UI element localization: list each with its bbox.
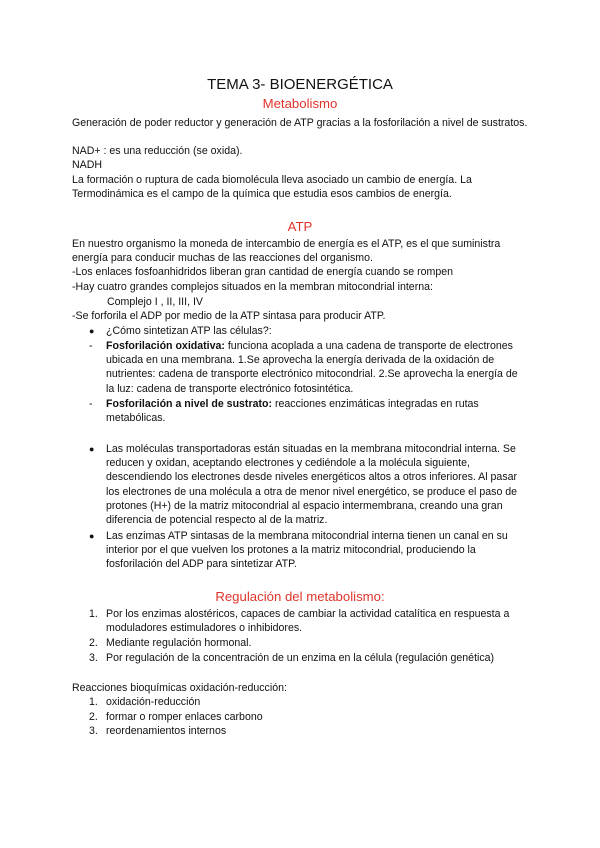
term-sustrato: Fosforilación a nivel de sustrato: — [106, 398, 273, 410]
bullet-atp-sintasas: Las enzimas ATP sintasas de la membrana mitocondrial interna tienen un canal en su interior por el que vuelven los protones a la matriz mitocondrial, produciendo la fosforilación del ADP para sintetizar ATP. — [106, 530, 508, 571]
list-item-oxidacion: oxidación-reducción — [106, 696, 201, 708]
paragraph-atp-sintasa: -Se forforila el ADP por medio de la ATP sintasa para producir ATP. — [72, 310, 386, 322]
list-number: 2. — [89, 711, 98, 723]
dash-icon: - — [89, 398, 93, 410]
page-title: TEMA 3- BIOENERGÉTICA — [207, 76, 393, 93]
heading-atp: ATP — [287, 219, 313, 234]
bullet-transportadoras: Las moléculas transportadoras están situadas en la membrana mitocondrial interna. Se reducen y oxidan, aceptando electrones y cediéndole a la molécula siguiente, descendiendo los electrones desde niveles energéticos altos a otros inferiores. Al pasar los electrones de una molécula a otra de menor nivel energético, se produce el paso de protones (H+) de la matriz mitocondrial al espacio intermembrana, creando una gran diferencia de potencial respecto al de la matriz. — [106, 443, 518, 527]
dash-item-oxidativa — [106, 339, 526, 396]
paragraph-complejos: -Hay cuatro grandes complejos situados en la membran mitocondrial interna: — [72, 281, 433, 293]
list-number: 3. — [89, 725, 98, 737]
paragraph-reacciones: Reacciones bioquímicas oxidación-reducción: — [72, 682, 287, 694]
definition-sustrato: reacciones enzimáticas integradas en rutas metabólicas. — [106, 398, 479, 425]
list-number: 3. — [89, 652, 98, 664]
paragraph-nad: NAD+ : es una reducción (se oxida). — [72, 145, 243, 157]
bullet-question: ¿Cómo sintetizan ATP las células?: — [106, 325, 272, 337]
paragraph-nadh: NADH — [72, 159, 103, 171]
term-oxidativa: Fosforilación oxidativa: — [106, 340, 225, 352]
heading-metabolismo: Metabolismo — [262, 96, 338, 111]
dash-icon: - — [89, 340, 93, 352]
dash-item-sustrato — [106, 397, 526, 425]
list-item-genetica: Por regulación de la concentración de un enzima en la célula (regulación genética) — [106, 652, 495, 664]
list-number: 1. — [89, 608, 98, 620]
paragraph-moneda-energia: En nuestro organismo la moneda de intercambio de energía es el ATP, es el que suministra energía para conducir muchas de las reacciones del organismo. — [72, 238, 501, 265]
heading-regulacion: Regulación del metabolismo: — [215, 589, 385, 604]
list-item-reordenamientos: reordenamientos internos — [106, 725, 227, 737]
bullet-icon: ● — [89, 444, 95, 454]
list-item-hormonal: Mediante regulación hormonal. — [106, 637, 252, 649]
paragraph-termodinamica: La formación o ruptura de cada biomolécula lleva asociado un cambio de energía. La Termodinámica es el campo de la química que estudia esos cambios de energía. — [72, 174, 472, 201]
paragraph-poder-reductor: Generación de poder reductor y generación de ATP gracias a la fosforilación a nivel de sustratos. — [72, 117, 528, 129]
definition-oxidativa: funciona acoplada a una cadena de transporte de electrones ubicada en una membrana. 1.Se aprovecha la energía derivada de la oxidación de nutrientes: cadena de transporte electrónico mitocondrial. 2.Se aprovecha la energía de la luz: cadena de transporte electrónico fotosintética. — [106, 340, 518, 395]
paragraph-enlaces: -Los enlaces fosfoanhidridos liberan gran cantidad de energía cuando se rompen — [72, 266, 454, 278]
list-item-alostericos: Por los enzimas alostéricos, capaces de cambiar la actividad catalítica en respuesta a moduladores estimuladores o inhibidores. — [106, 608, 510, 635]
bullet-icon: ● — [89, 531, 95, 541]
list-number: 2. — [89, 637, 98, 649]
bullet-icon: ● — [89, 326, 95, 336]
list-number: 1. — [89, 696, 98, 708]
paragraph-complejo-list: Complejo I , II, III, IV — [107, 296, 203, 308]
list-item-enlaces-carbono: formar o romper enlaces carbono — [106, 711, 263, 723]
